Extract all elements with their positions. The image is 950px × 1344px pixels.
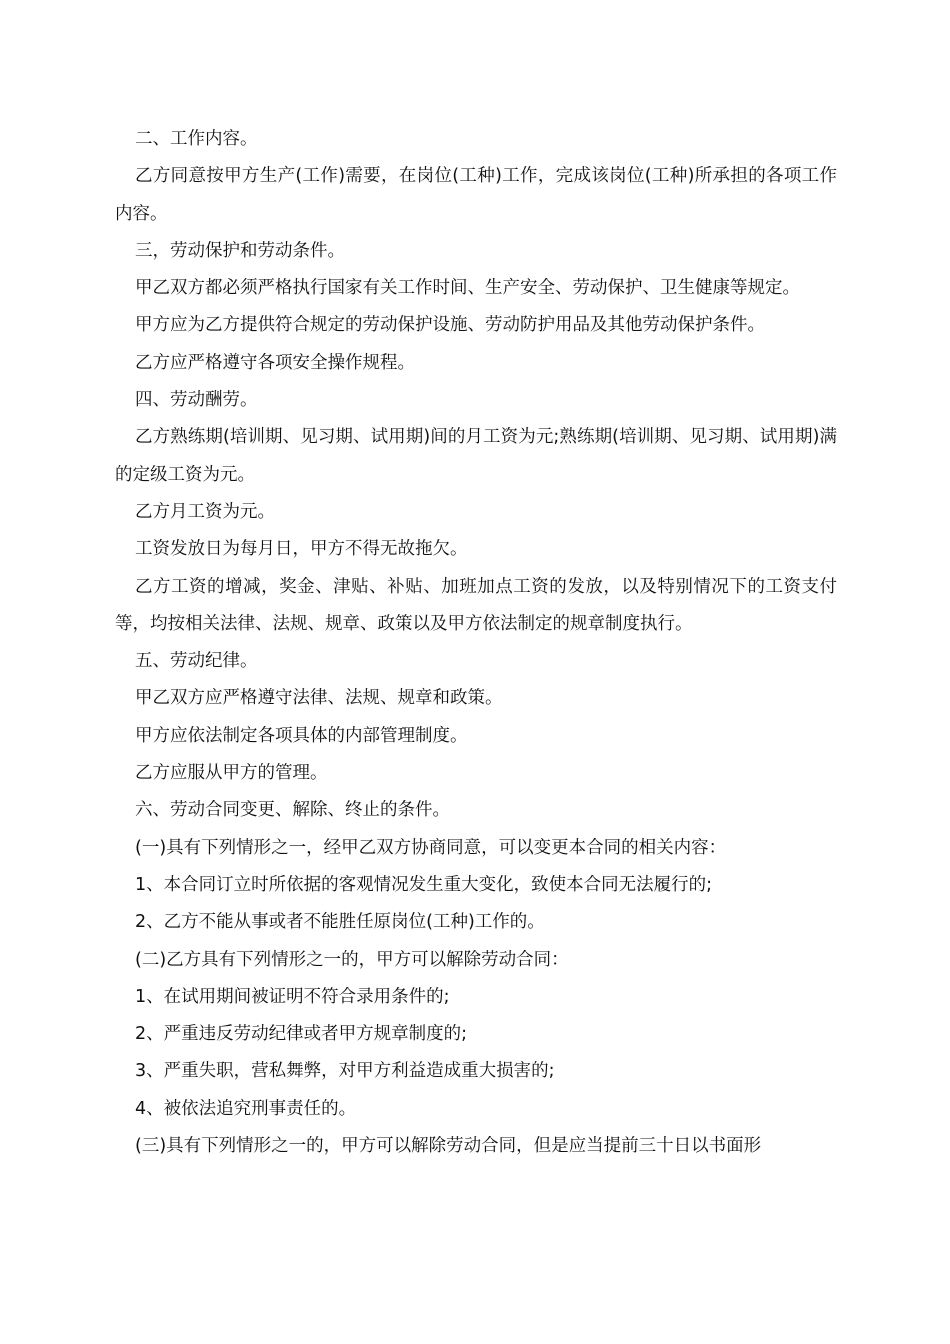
paragraph-salary-adjustment: 乙方工资的增减，奖金、津贴、补贴、加班加点工资的发放，以及特别情况下的工资支付等，均按相关法律、法规、规章、政策以及甲方依法制定的规章制度执行。 bbox=[115, 576, 837, 634]
list-item: 1、在试用期间被证明不符合录用条件的; bbox=[135, 986, 450, 1007]
section-heading-contract-change: 六、劳动合同变更、解除、终止的条件。 bbox=[135, 800, 450, 821]
section-heading-remuneration: 四、劳动酬劳。 bbox=[135, 390, 258, 411]
clause-notice-termination: (三)具有下列情形之一的，甲方可以解除劳动合同，但是应当提前三十日以书面形 bbox=[135, 1136, 762, 1157]
paragraph-obey-management: 乙方应服从甲方的管理。 bbox=[135, 763, 328, 784]
section-heading-labor-protection: 三，劳动保护和劳动条件。 bbox=[135, 240, 345, 261]
paragraph-labor-rules: 甲乙双方都必须严格执行国家有关工作时间、生产安全、劳动保护、卫生健康等规定。 bbox=[135, 278, 800, 299]
list-item: 4、被依法追究刑事责任的。 bbox=[135, 1098, 357, 1119]
section-heading-work-content: 二、工作内容。 bbox=[135, 129, 258, 149]
document-body bbox=[115, 121, 837, 1165]
paragraph-probation-salary: 乙方熟练期(培训期、见习期、试用期)间的月工资为元;熟练期(培训期、见习期、试用期)满的定级工资为元。 bbox=[115, 427, 837, 485]
list-item: 1、本合同订立时所依据的客观情况发生重大变化，致使本合同无法履行的; bbox=[135, 874, 713, 895]
paragraph-protection-facilities: 甲方应为乙方提供符合规定的劳动保护设施、劳动防护用品及其他劳动保护条件。 bbox=[135, 315, 765, 336]
paragraph-management-system: 甲方应依法制定各项具体的内部管理制度。 bbox=[135, 725, 468, 746]
section-heading-discipline: 五、劳动纪律。 bbox=[135, 651, 258, 672]
paragraph-work-content: 乙方同意按甲方生产(工作)需要，在岗位(工种)工作，完成该岗位(工种)所承担的各项工作内容。 bbox=[115, 166, 837, 224]
paragraph-monthly-salary: 乙方月工资为元。 bbox=[135, 501, 275, 522]
paragraph-obey-laws: 甲乙双方应严格遵守法律、法规、规章和政策。 bbox=[135, 688, 503, 709]
paragraph-safety-rules: 乙方应严格遵守各项安全操作规程。 bbox=[135, 352, 415, 373]
list-item: 2、乙方不能从事或者不能胜任原岗位(工种)工作的。 bbox=[135, 912, 545, 933]
list-item: 2、严重违反劳动纪律或者甲方规章制度的; bbox=[135, 1024, 468, 1045]
paragraph-pay-day: 工资发放日为每月日，甲方不得无故拖欠。 bbox=[135, 539, 468, 560]
clause-change-conditions: (一)具有下列情形之一，经甲乙双方协商同意，可以变更本合同的相关内容： bbox=[135, 837, 727, 858]
clause-termination-conditions: (二)乙方具有下列情形之一的，甲方可以解除劳动合同： bbox=[135, 949, 569, 970]
list-item: 3、严重失职，营私舞弊，对甲方利益造成重大损害的; bbox=[135, 1061, 555, 1082]
